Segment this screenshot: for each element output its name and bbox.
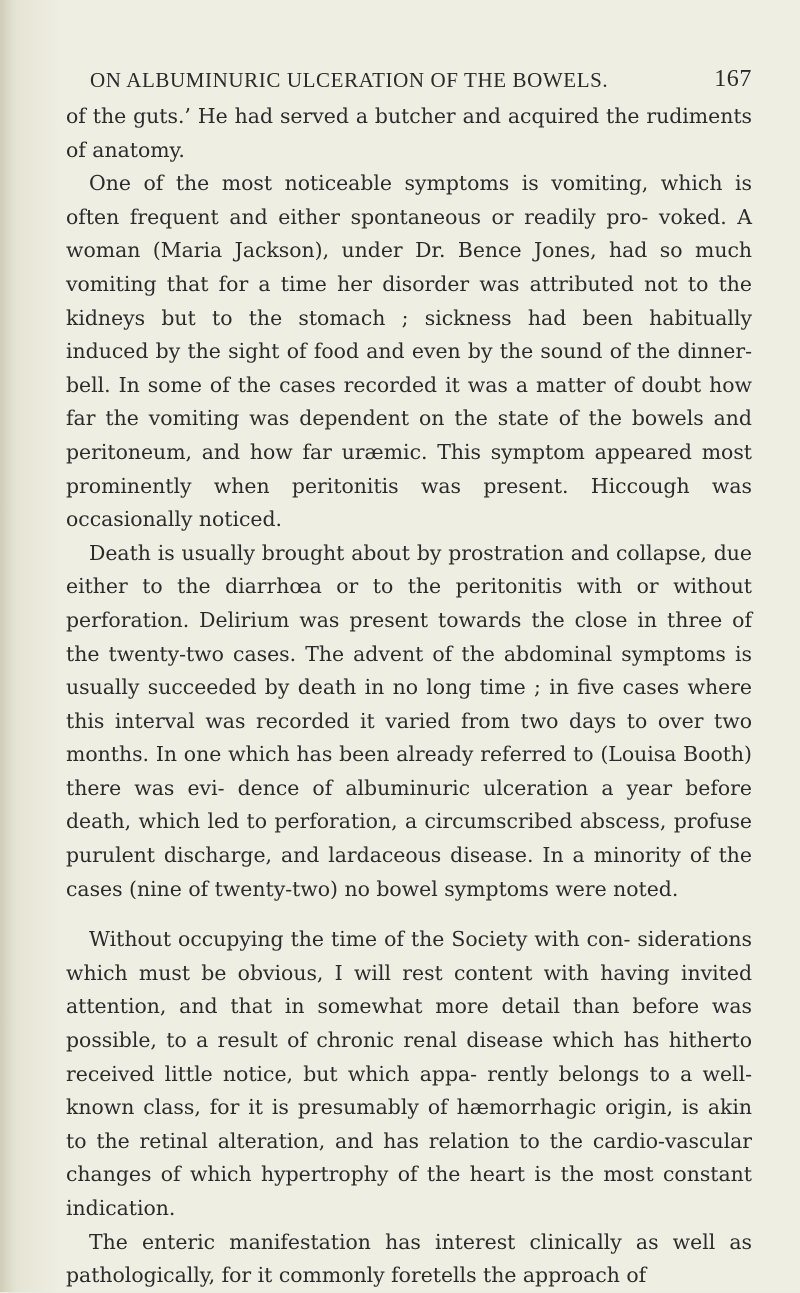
running-title: ON ALBUMINURIC ULCERATION OF THE BOWELS. (90, 68, 609, 92)
running-head (66, 62, 752, 100)
paragraph-conclusion: Without occupying the time of the Society with con- siderations which must be obvious, I will rest content with having invited attention, and that in somewhat more detail than before was possible, to a result of chronic renal disease which has hitherto received little notice, but which appa- rently belongs to a well-known class, for it is presumably of hæmorrhagic origin, is akin to the retinal alteration, and has relation to the cardio-vascular changes of which hypertrophy of the heart is the most constant indication. (66, 927, 752, 1220)
paragraph-continuation: of the guts.’ He had served a butcher and acquired the rudiments of anatomy. (66, 104, 752, 162)
page-content (66, 62, 752, 1293)
paragraph-death: Death is usually brought about by prostration and collapse, due either to the diarrhœa or to the peritonitis with or without perforation. Delirium was present towards the close in three of the twenty-two cases. The advent of the abdominal symptoms is usually succeeded by death in no long time ; in five cases where this interval was recorded it varied from two days to over two months. In one which has been already referred to (Louisa Booth) there was evi- dence of albuminuric ulceration a year before death, which led to perforation, a circumscribed abscess, profuse purulent discharge, and lardaceous disease. In a minority of the cases (nine of twenty-two) no bowel symptoms were noted. (66, 540, 752, 901)
paragraph-vomiting: One of the most noticeable symptoms is vomiting, which is often frequent and either spontaneous or readily pro- voked. A woman (Maria Jackson), under Dr. Bence Jones, had so much vomiting that for a time her disorder was attributed not to the kidneys but to the stomach ; sickness had been habitually induced by the sight of food and even by the sound of the dinner-bell. In some of the cases recorded it was a matter of doubt how far the vomiting was dependent on the state of the bowels and peritoneum, and how far uræmic. This symptom appeared most prominently when peritonitis was present. Hiccough was occasionally noticed. (66, 171, 752, 532)
page-gutter-shadow (0, 0, 14, 1292)
page-number: 167 (714, 66, 752, 92)
paragraph-enteric: The enteric manifestation has interest clinically as well as pathologically, for it commonly foretells the approach of (66, 1229, 752, 1288)
